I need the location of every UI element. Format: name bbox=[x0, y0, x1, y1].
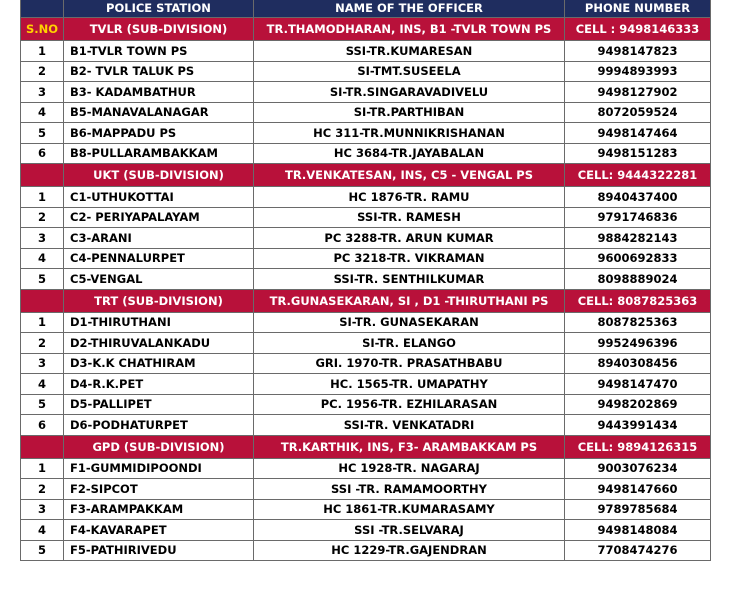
row-phone-number: 9498147470 bbox=[565, 374, 711, 395]
row-phone-number: 9884282143 bbox=[565, 228, 711, 249]
table-header-row bbox=[21, 0, 711, 18]
row-officer-name: SI-TR. ELANGO bbox=[254, 333, 565, 354]
table-row bbox=[21, 458, 711, 479]
row-officer-name: SSI-TR. RAMESH bbox=[254, 207, 565, 228]
row-phone-number: 9952496396 bbox=[565, 333, 711, 354]
row-sno: 5 bbox=[21, 269, 64, 290]
table-row bbox=[21, 123, 711, 144]
row-police-station: D1-THIRUTHANI bbox=[64, 312, 254, 333]
row-police-station: B5-MANAVALANAGAR bbox=[64, 102, 254, 123]
row-sno: 2 bbox=[21, 333, 64, 354]
subdivision-header-row bbox=[21, 164, 711, 187]
subdivision-name: TVLR (SUB-DIVISION) bbox=[64, 18, 254, 41]
row-phone-number: 9791746836 bbox=[565, 207, 711, 228]
table-row bbox=[21, 540, 711, 561]
row-officer-name: GRI. 1970-TR. PRASATHBABU bbox=[254, 353, 565, 374]
row-sno: 2 bbox=[21, 207, 64, 228]
table-row bbox=[21, 312, 711, 333]
row-phone-number: 9443991434 bbox=[565, 415, 711, 436]
row-sno: 3 bbox=[21, 82, 64, 103]
row-phone-number: 9003076234 bbox=[565, 458, 711, 479]
row-sno: 4 bbox=[21, 520, 64, 541]
row-police-station: D5-PALLIPET bbox=[64, 394, 254, 415]
row-sno: 3 bbox=[21, 353, 64, 374]
row-police-station: D3-K.K CHATHIRAM bbox=[64, 353, 254, 374]
row-police-station: F1-GUMMIDIPOONDI bbox=[64, 458, 254, 479]
subdivision-name: UKT (SUB-DIVISION) bbox=[64, 164, 254, 187]
row-sno: 1 bbox=[21, 187, 64, 208]
row-officer-name: HC 1928-TR. NAGARAJ bbox=[254, 458, 565, 479]
row-police-station: C2- PERIYAPALAYAM bbox=[64, 207, 254, 228]
row-officer-name: HC. 1565-TR. UMAPATHY bbox=[254, 374, 565, 395]
row-officer-name: SI-TMT.SUSEELA bbox=[254, 61, 565, 82]
row-sno: 6 bbox=[21, 415, 64, 436]
row-officer-name: HC 3684-TR.JAYABALAN bbox=[254, 143, 565, 164]
row-sno: 5 bbox=[21, 394, 64, 415]
header-sno-blank bbox=[21, 0, 64, 18]
row-officer-name: SSI -TR.SELVARAJ bbox=[254, 520, 565, 541]
row-phone-number: 9994893993 bbox=[565, 61, 711, 82]
row-phone-number: 9498151283 bbox=[565, 143, 711, 164]
header-phone-number: PHONE NUMBER bbox=[565, 0, 711, 18]
table-row bbox=[21, 333, 711, 354]
subdivision-phone: CELL : 9498146333 bbox=[565, 18, 711, 41]
row-police-station: C5-VENGAL bbox=[64, 269, 254, 290]
row-sno: 6 bbox=[21, 143, 64, 164]
row-officer-name: PC 3288-TR. ARUN KUMAR bbox=[254, 228, 565, 249]
subdivision-name: GPD (SUB-DIVISION) bbox=[64, 435, 254, 458]
table-row bbox=[21, 41, 711, 62]
row-officer-name: SI-TR.SINGARAVADIVELU bbox=[254, 82, 565, 103]
table-row bbox=[21, 228, 711, 249]
row-sno: 2 bbox=[21, 479, 64, 500]
table-row bbox=[21, 187, 711, 208]
subdivision-officer: TR.THAMODHARAN, INS, B1 -TVLR TOWN PS bbox=[254, 18, 565, 41]
row-police-station: F2-SIPCOT bbox=[64, 479, 254, 500]
row-officer-name: HC 1229-TR.GAJENDRAN bbox=[254, 540, 565, 561]
row-officer-name: SI-TR. GUNASEKARAN bbox=[254, 312, 565, 333]
table-row bbox=[21, 82, 711, 103]
row-phone-number: 8940308456 bbox=[565, 353, 711, 374]
row-police-station: F3-ARAMPAKKAM bbox=[64, 499, 254, 520]
row-police-station: C4-PENNALURPET bbox=[64, 248, 254, 269]
row-phone-number: 9498147660 bbox=[565, 479, 711, 500]
sno-label bbox=[21, 164, 64, 187]
row-sno: 1 bbox=[21, 312, 64, 333]
row-phone-number: 8098889024 bbox=[565, 269, 711, 290]
row-sno: 1 bbox=[21, 458, 64, 479]
row-officer-name: SI-TR.PARTHIBAN bbox=[254, 102, 565, 123]
row-sno: 3 bbox=[21, 499, 64, 520]
row-phone-number: 8072059524 bbox=[565, 102, 711, 123]
table-row bbox=[21, 499, 711, 520]
subdivision-officer: TR.KARTHIK, INS, F3- ARAMBAKKAM PS bbox=[254, 435, 565, 458]
subdivision-phone: CELL: 8087825363 bbox=[565, 289, 711, 312]
header-police-station: POLICE STATION bbox=[64, 0, 254, 18]
row-police-station: B2- TVLR TALUK PS bbox=[64, 61, 254, 82]
table-row bbox=[21, 394, 711, 415]
row-phone-number: 9600692833 bbox=[565, 248, 711, 269]
subdivision-officer: TR.GUNASEKARAN, SI , D1 -THIRUTHANI PS bbox=[254, 289, 565, 312]
row-phone-number: 9789785684 bbox=[565, 499, 711, 520]
subdivision-header-row bbox=[21, 435, 711, 458]
row-police-station: F5-PATHIRIVEDU bbox=[64, 540, 254, 561]
row-police-station: B3- KADAMBATHUR bbox=[64, 82, 254, 103]
table-row bbox=[21, 102, 711, 123]
row-sno: 1 bbox=[21, 41, 64, 62]
subdivision-phone: CELL: 9894126315 bbox=[565, 435, 711, 458]
row-sno: 4 bbox=[21, 248, 64, 269]
row-officer-name: PC. 1956-TR. EZHILARASAN bbox=[254, 394, 565, 415]
row-police-station: D2-THIRUVALANKADU bbox=[64, 333, 254, 354]
row-sno: 4 bbox=[21, 102, 64, 123]
sno-label bbox=[21, 289, 64, 312]
row-sno: 2 bbox=[21, 61, 64, 82]
sno-label bbox=[21, 435, 64, 458]
header-officer-name: NAME OF THE OFFICER bbox=[254, 0, 565, 18]
row-phone-number: 9498147464 bbox=[565, 123, 711, 144]
row-sno: 4 bbox=[21, 374, 64, 395]
table-row bbox=[21, 207, 711, 228]
row-sno: 3 bbox=[21, 228, 64, 249]
row-police-station: D4-R.K.PET bbox=[64, 374, 254, 395]
row-officer-name: SSI-TR.KUMARESAN bbox=[254, 41, 565, 62]
table-body bbox=[21, 18, 711, 561]
table-row bbox=[21, 520, 711, 541]
row-police-station: C1-UTHUKOTTAI bbox=[64, 187, 254, 208]
subdivision-header-row bbox=[21, 289, 711, 312]
row-officer-name: SSI-TR. VENKATADRI bbox=[254, 415, 565, 436]
row-police-station: F4-KAVARAPET bbox=[64, 520, 254, 541]
row-police-station: C3-ARANI bbox=[64, 228, 254, 249]
subdivision-header-row bbox=[21, 18, 711, 41]
row-officer-name: HC 1861-TR.KUMARASAMY bbox=[254, 499, 565, 520]
row-police-station: B1-TVLR TOWN PS bbox=[64, 41, 254, 62]
table-row bbox=[21, 269, 711, 290]
subdivision-name: TRT (SUB-DIVISION) bbox=[64, 289, 254, 312]
table-row bbox=[21, 248, 711, 269]
row-officer-name: SSI -TR. RAMAMOORTHY bbox=[254, 479, 565, 500]
table-row bbox=[21, 143, 711, 164]
row-officer-name: HC 311-TR.MUNNIKRISHANAN bbox=[254, 123, 565, 144]
subdivision-officer: TR.VENKATESAN, INS, C5 - VENGAL PS bbox=[254, 164, 565, 187]
row-officer-name: HC 1876-TR. RAMU bbox=[254, 187, 565, 208]
row-phone-number: 8087825363 bbox=[565, 312, 711, 333]
subdivision-phone: CELL: 9444322281 bbox=[565, 164, 711, 187]
row-officer-name: PC 3218-TR. VIKRAMAN bbox=[254, 248, 565, 269]
row-officer-name: SSI-TR. SENTHILKUMAR bbox=[254, 269, 565, 290]
row-phone-number: 7708474276 bbox=[565, 540, 711, 561]
row-police-station: D6-PODHATURPET bbox=[64, 415, 254, 436]
table-row bbox=[21, 374, 711, 395]
row-police-station: B8-PULLARAMBAKKAM bbox=[64, 143, 254, 164]
row-sno: 5 bbox=[21, 123, 64, 144]
sno-label: S.NO bbox=[21, 18, 64, 41]
table-row bbox=[21, 353, 711, 374]
row-phone-number: 9498147823 bbox=[565, 41, 711, 62]
row-phone-number: 9498202869 bbox=[565, 394, 711, 415]
row-phone-number: 9498148084 bbox=[565, 520, 711, 541]
row-phone-number: 9498127902 bbox=[565, 82, 711, 103]
table-row bbox=[21, 415, 711, 436]
table-row bbox=[21, 479, 711, 500]
police-contact-table bbox=[20, 0, 711, 561]
table-row bbox=[21, 61, 711, 82]
row-phone-number: 8940437400 bbox=[565, 187, 711, 208]
row-police-station: B6-MAPPADU PS bbox=[64, 123, 254, 144]
row-sno: 5 bbox=[21, 540, 64, 561]
